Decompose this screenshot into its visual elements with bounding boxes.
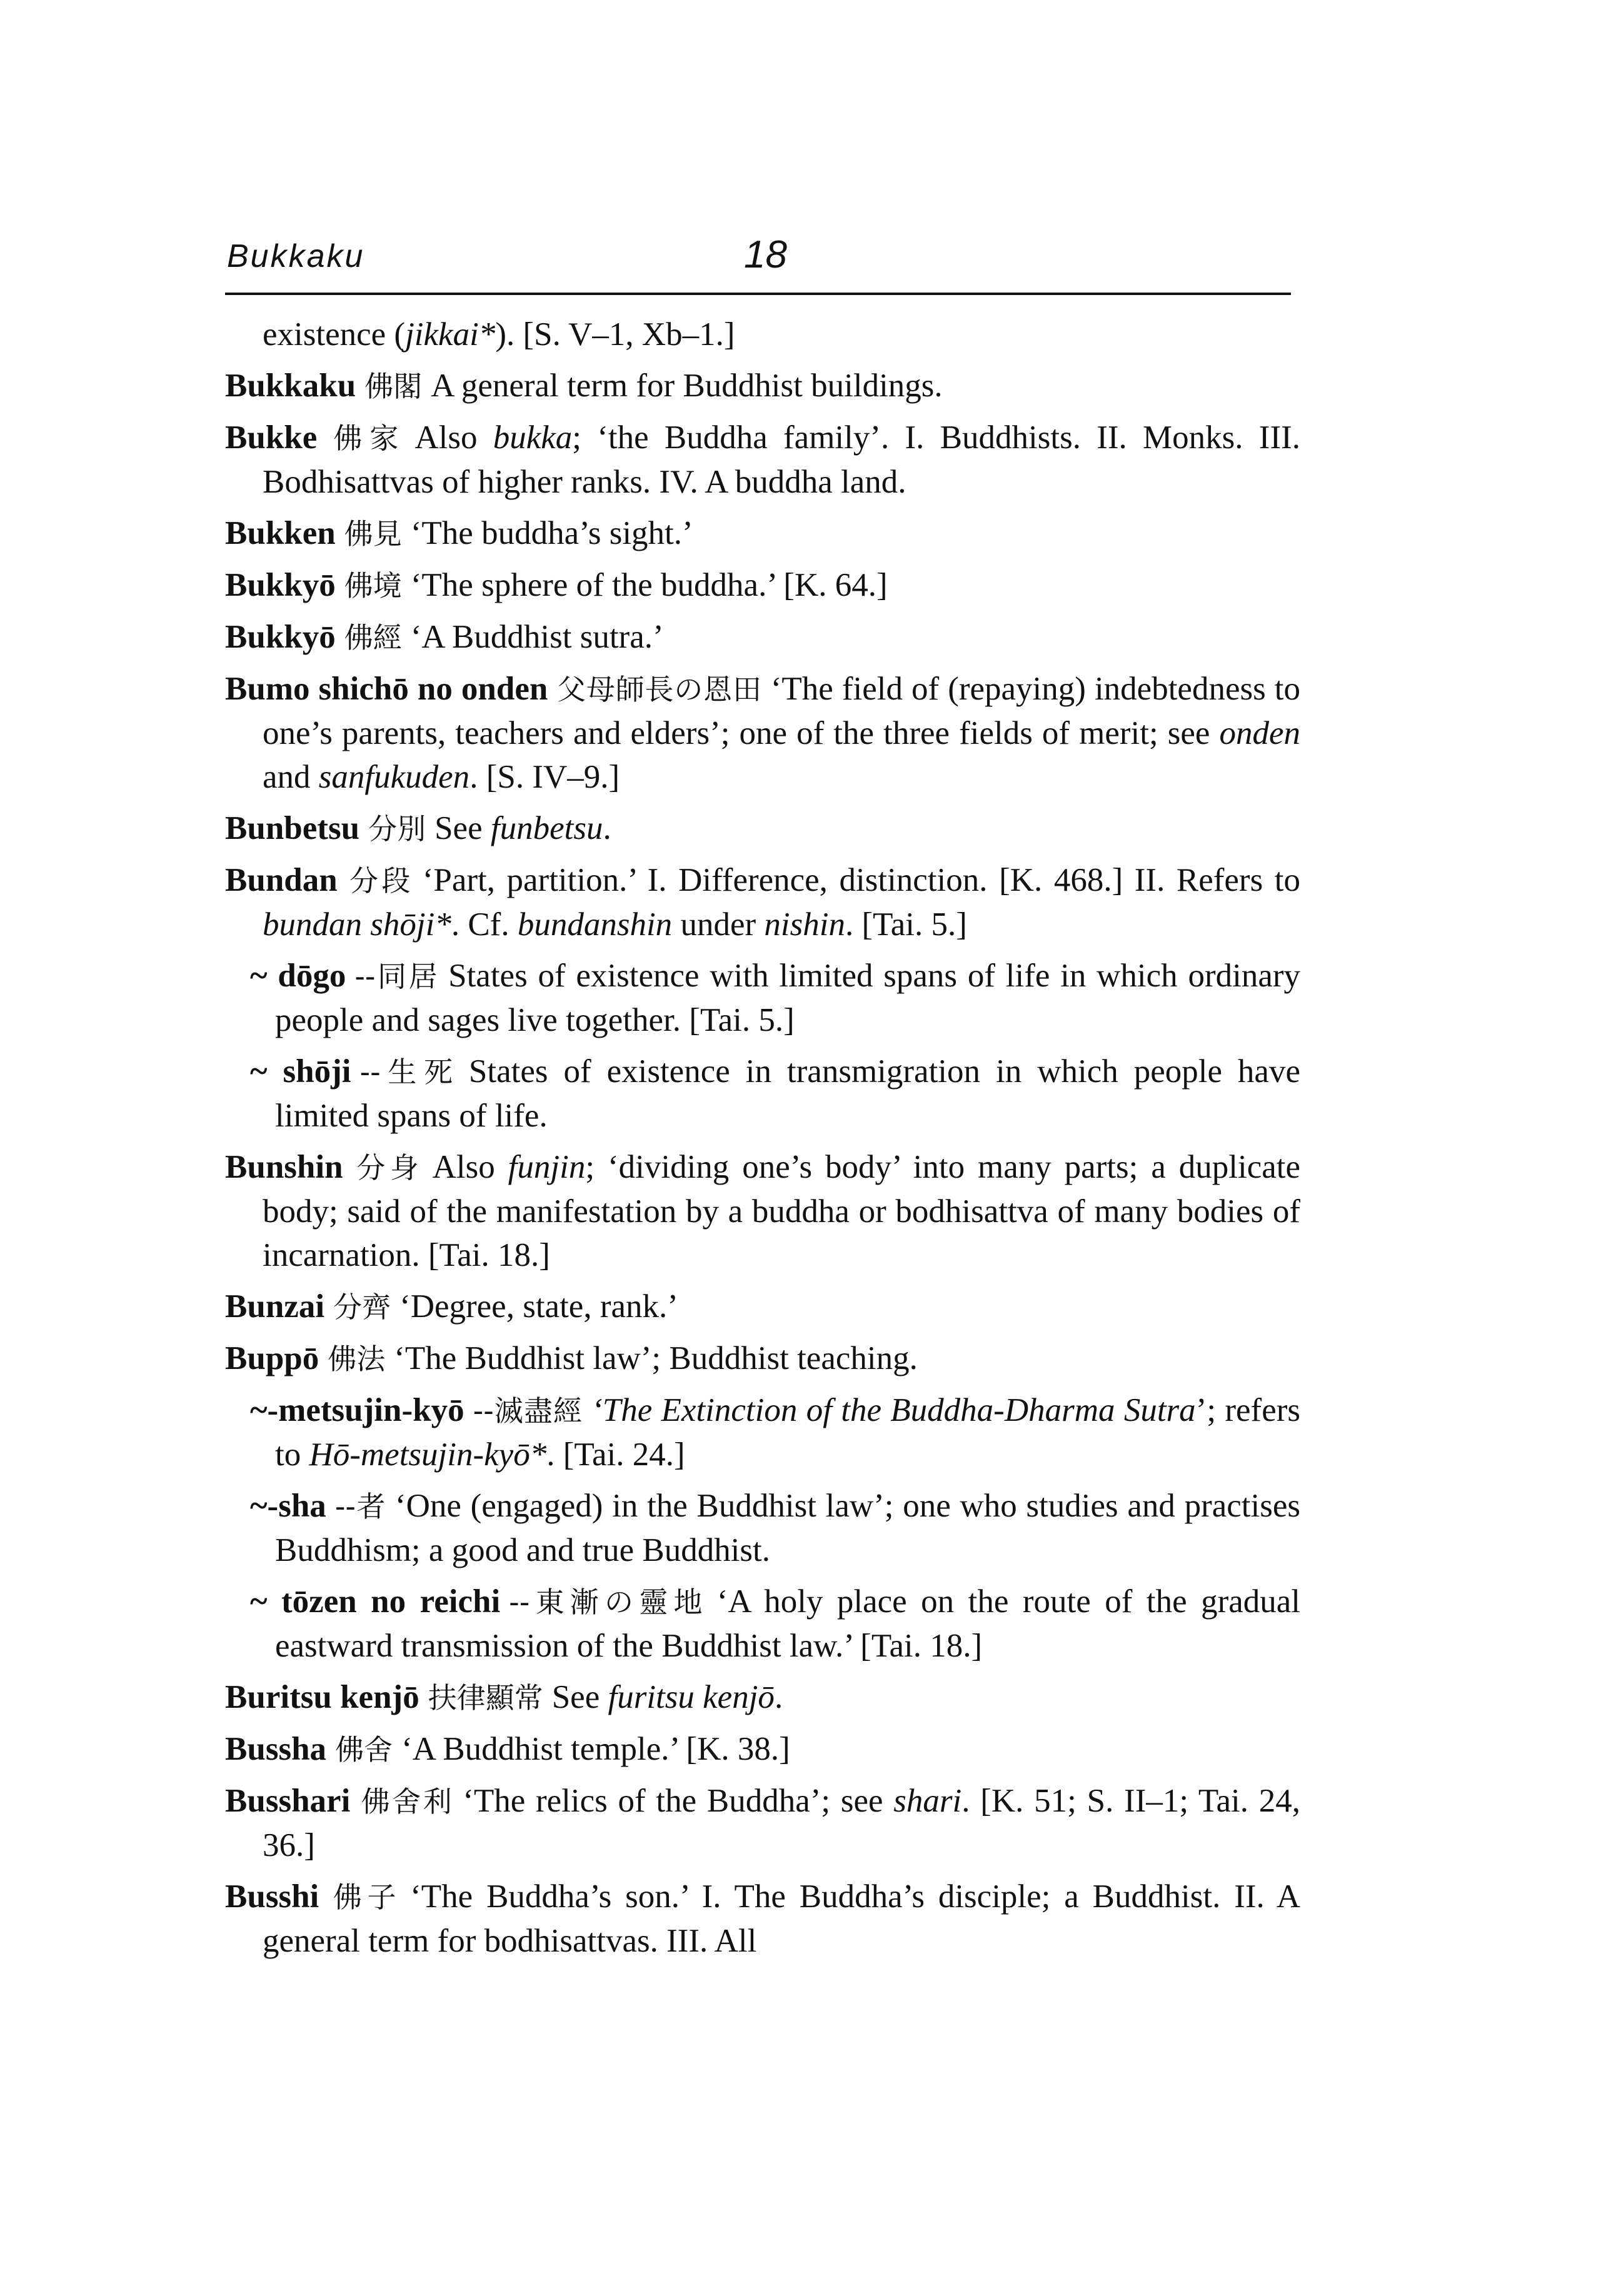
headword: Bukkyō — [225, 567, 336, 603]
entry-bukken — [225, 511, 1300, 556]
entry-continuation: existence (jikkai*). [S. V–1, Xb–1.] — [263, 316, 735, 353]
headword: Bukke — [225, 419, 318, 456]
headword: ~ shōji — [250, 1053, 351, 1090]
kanji: --者 — [334, 1490, 386, 1523]
headword: Bunzai — [225, 1288, 325, 1325]
entry-buppo — [225, 1336, 1300, 1381]
kanji: 佛閣 — [364, 369, 423, 403]
kanji: 佛見 — [344, 517, 402, 551]
definition: ‘The sphere of the buddha.’ [K. 64.] — [410, 567, 888, 603]
kanji: 佛舍利 — [359, 1785, 454, 1818]
headword: Bumo shichō no onden — [225, 671, 548, 707]
headword: Bunshin — [225, 1149, 343, 1185]
headword: Buritsu kenjō — [225, 1679, 419, 1715]
headword: ~ dōgo — [250, 958, 346, 994]
headword: Busshi — [225, 1878, 319, 1915]
entry-buppo-tozen-no-reichi — [238, 1580, 1300, 1668]
headword: Busshari — [225, 1783, 351, 1819]
headword: Bussha — [225, 1731, 327, 1767]
headword: Bunbetsu — [225, 810, 360, 846]
entry-list — [225, 313, 1300, 1970]
entry-buritsu-kenjo: Buritsu kenjō 扶律顯常 See furitsu kenjō. — [225, 1679, 783, 1715]
headword: Bukkaku — [225, 368, 356, 404]
definition: ‘Degree, state, rank.’ — [399, 1288, 678, 1325]
headword: ~ tōzen no reichi — [250, 1583, 501, 1620]
definition: ‘A Buddhist sutra.’ — [410, 619, 664, 655]
kanji: 分齊 — [333, 1290, 391, 1324]
headword: ~-metsujin-kyō — [250, 1392, 464, 1428]
entry-bukkaku — [225, 364, 1300, 408]
kanji: 佛境 — [344, 569, 402, 603]
entry-busshari: Busshari 佛舍利 ‘The relics of the Buddha’; see shari. [K. 51; S. II–1; Tai. 24, 36.] — [225, 1783, 1300, 1863]
entry-bundan-shoji — [238, 1050, 1300, 1138]
entry-bundan: Bundan 分段 ‘Part, partition.’ I. Difference, distinction. [K. 468.] II. Refers to bundan shōji*. Cf. bundanshin under nishin. [Tai. 5.] — [225, 862, 1300, 943]
definition: ‘A holy place on the route of the gradual eastward transmission of the Buddhist law.’ [Tai. 18.] — [275, 1583, 1300, 1664]
entry-bumo-shicho: Bumo shichō no onden 父母師長の恩田 ‘The field of (repaying) indebtedness to one’s parents, teachers and elders’; one of the three fields of merit; see onden and sanfukuden. [S. IV–9.] — [225, 671, 1300, 795]
kanji: --滅盡經 — [473, 1394, 583, 1428]
headword: Bukkyō — [225, 619, 336, 655]
entry-bundan-dogo — [238, 954, 1300, 1042]
headword: Buppō — [225, 1340, 319, 1376]
kanji: 佛家 — [326, 421, 406, 455]
kanji: 分身 — [351, 1151, 424, 1185]
entry-bukke: Bukke 佛家 Also bukka; ‘the Buddha family’. I. Buddhists. II. Monks. III. Bodhisattvas of higher ranks. IV. A buddha land. — [225, 419, 1300, 500]
definition: States of existence in transmigration in which people have limited spans of life. — [275, 1053, 1300, 1134]
definition: A general term for Buddhist buildings. — [431, 368, 943, 404]
kanji: --生死 — [359, 1055, 460, 1089]
kanji: --同居 — [354, 960, 440, 993]
headword: Bukken — [225, 515, 336, 551]
kanji: 佛法 — [328, 1342, 386, 1376]
entry-bukkyo-sutra — [225, 615, 1300, 659]
entry-bunzai — [225, 1285, 1300, 1329]
kanji: 分段 — [346, 864, 414, 898]
definition: ‘The buddha’s sight.’ — [410, 515, 693, 551]
entry-bussha — [225, 1727, 1300, 1772]
kanji: 分別 — [368, 812, 426, 846]
kanji: 佛經 — [344, 621, 402, 654]
definition: ‘One (engaged) in the Buddhist law’; one who studies and practises Buddhism; a good and true Buddhist. — [275, 1488, 1301, 1568]
definition: ‘The Buddhist law’; Buddhist teaching. — [394, 1340, 918, 1376]
entry-bunshin: Bunshin 分身 Also funjin; ‘dividing one’s body’ into many parts; a duplicate body; said of the manifestation by a buddha or bodhisattva of many bodies of incarnation. [Tai. 18.] — [225, 1149, 1301, 1273]
entry-bunbetsu: Bunbetsu 分別 See funbetsu. — [225, 810, 611, 846]
entry-bukkyo-sphere — [225, 563, 1300, 608]
headword: ~-sha — [250, 1488, 326, 1524]
kanji: 父母師長の恩田 — [556, 673, 762, 706]
kanji: --東漸の靈地 — [509, 1585, 708, 1619]
kanji: 佛子 — [328, 1880, 402, 1914]
definition: States of existence with limited spans of life in which ordinary people and sages live together. [Tai. 5.] — [275, 958, 1301, 1038]
header-rule — [225, 293, 1291, 295]
running-head: Bukkaku — [227, 238, 365, 274]
kanji: 扶律顯常 — [428, 1681, 543, 1715]
headword: Bundan — [225, 862, 338, 898]
page-number: 18 — [744, 233, 787, 276]
entry-busshi — [225, 1875, 1300, 1963]
definition: ‘The Buddha’s son.’ I. The Buddha’s disciple; a Buddhist. II. A general term for bodhisattvas. III. All — [263, 1878, 1300, 1959]
entry-buppo-metsujin-kyo: ~-metsujin-kyō --滅盡經 ‘The Extinction of the Buddha-Dharma Sutra’; refers to Hō-metsujin-kyō*. [Tai. 24.] — [250, 1392, 1301, 1473]
entry-buppo-sha — [238, 1484, 1300, 1572]
definition: ‘A Buddhist temple.’ [K. 38.] — [401, 1731, 790, 1767]
kanji: 佛舍 — [335, 1733, 393, 1767]
